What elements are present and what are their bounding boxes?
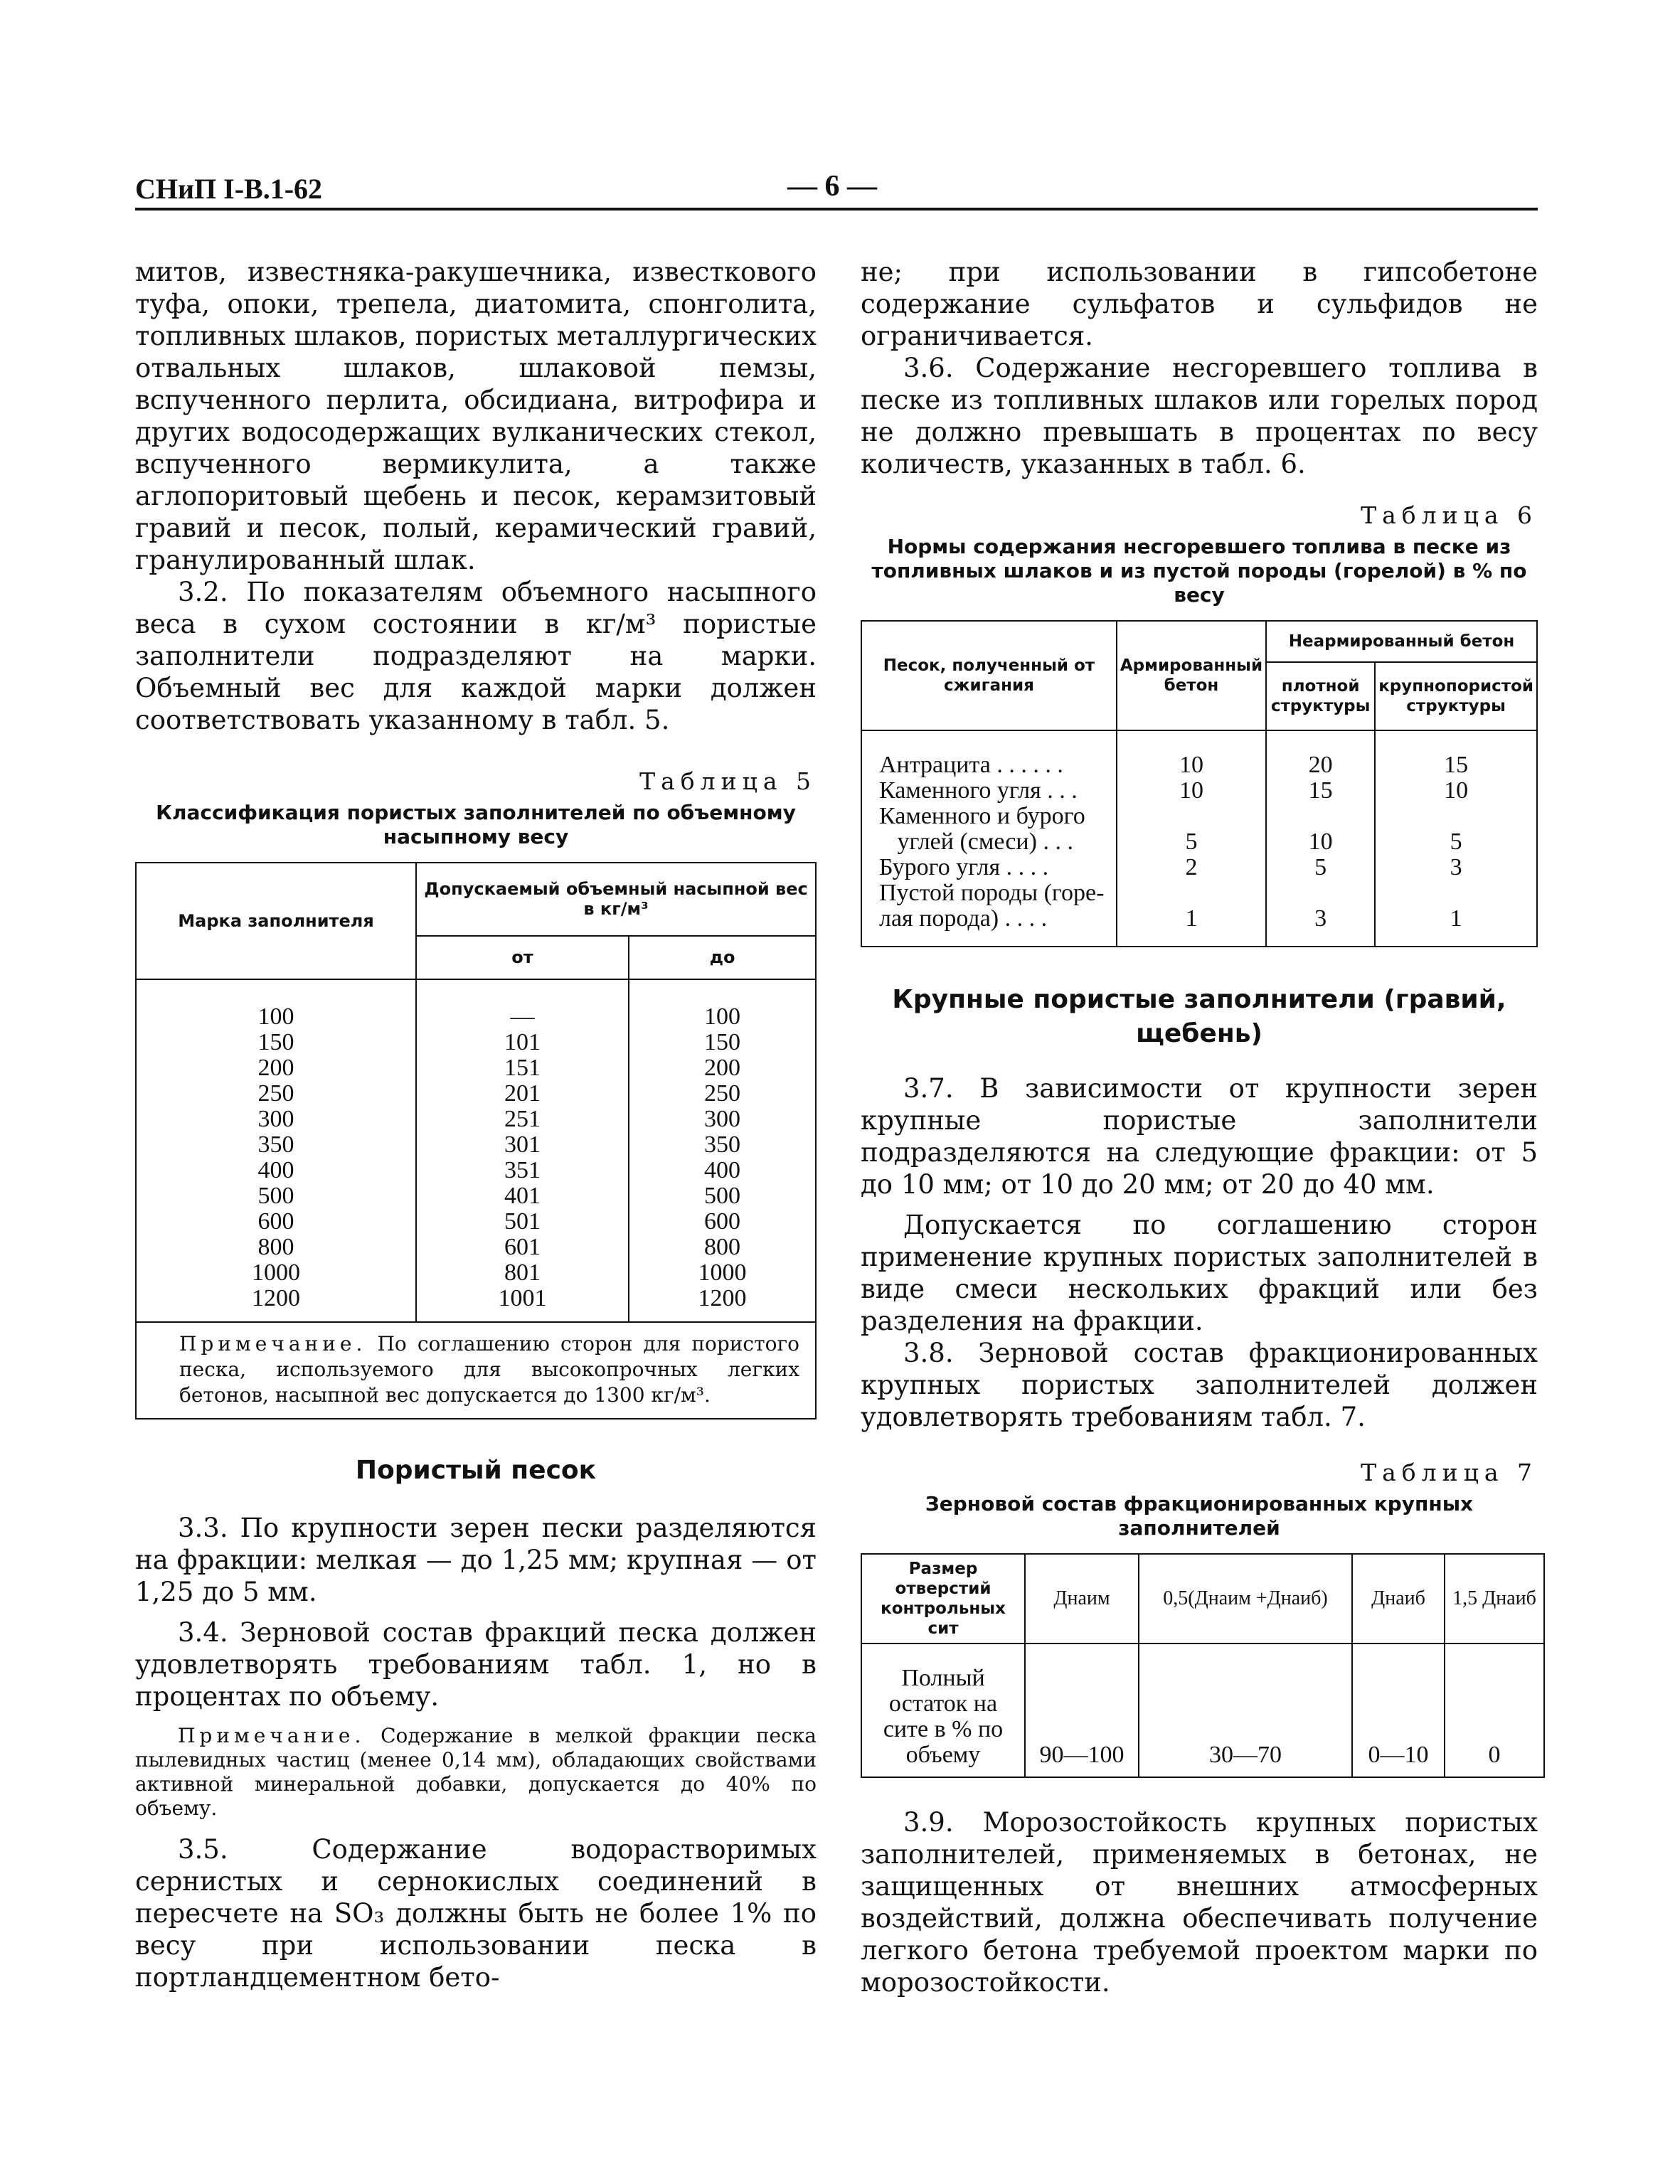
table-6-row-name: Каменного угля . . .: [861, 778, 1117, 804]
table-6-header-dense: плотной структуры: [1266, 662, 1375, 730]
page-header: [135, 165, 1538, 211]
table-7-row-label: Полный остаток на сите в % по объему: [861, 1644, 1025, 1777]
left-column: [135, 256, 817, 1993]
table-6-row-name: Каменного и бурого углей (смеси) . . .: [861, 804, 1117, 855]
paragraph-3-7: 3.7. В зависимости от крупности зерен крупные пористые заполнители подразделяются на следующие фракции: от 5 до 10 мм; от 10 до 20 мм; от 20 до 40 мм.: [861, 1073, 1538, 1200]
table-7: [861, 1553, 1545, 1778]
table-5-note-label: Примечание.: [179, 1332, 367, 1355]
table-7-cell: 30—70: [1139, 1644, 1352, 1777]
table-7-header-dmax: Днаиб: [1352, 1554, 1445, 1644]
paragraph-3-9: 3.9. Морозостойкость крупных пористых заполнителей, применяемых в бетонах, не защищенных от внешних атмосферных воздействий, должна обеспечивать получение легкого бетона требуемой проектом марки по морозостойкости.: [861, 1807, 1538, 1998]
table-7-caption: Таблица 7: [1361, 1459, 1538, 1486]
table-5-marks: 100 150 200 250 300 350 400 500 600 800 1000 1200: [136, 979, 416, 1322]
table-6-header-reinforced: Армированный бетон: [1117, 621, 1266, 730]
paragraph-continued: митов, известняка-ракушечника, известкового туфа, опоки, трепела, диатомита, спонголита, топливных шлаков, пористых металлургических отвальных шлаков, шлаковой пемзы, вспученного перлита, обсидиана, витрофира и других водосодержащих вулканических стекол, вспученного вермикулита, а также аглопоритовый щебень и песок, керамзитовый гравий и песок, полый, керамический гравий, гранулированный шлак.: [135, 257, 817, 575]
page-number: — 6 —: [787, 170, 877, 203]
table-6-cell: 2: [1117, 855, 1266, 880]
table-6-row-name: Бурого угля . . . .: [861, 855, 1117, 880]
table-7-cell: 90—100: [1025, 1644, 1139, 1777]
table-6-cell: 3: [1375, 855, 1537, 880]
table-5-caption: Таблица 5: [639, 767, 817, 795]
paragraph-3-7-cont: Допускается по соглашению сторон применение крупных пористых заполнителей в виде смеси нескольких фракций или без разделения на фракции.: [861, 1210, 1538, 1336]
table-6-cell: 5: [1266, 855, 1375, 880]
table-5-header-from: от: [416, 936, 629, 980]
table-7-header-d15: 1,5 Днаиб: [1445, 1554, 1544, 1644]
table-6-cell: 5: [1375, 804, 1537, 855]
table-5-title: Классификация пористых заполнителей по объемному насыпному весу: [156, 801, 796, 848]
table-row: [861, 855, 1537, 880]
table-7-header-dmid: 0,5(Днаим +Днаиб): [1139, 1554, 1352, 1644]
table-7-cell: 0—10: [1352, 1644, 1445, 1777]
table-5-header-group: Допускаемый объемный насыпной вес в кг/м³: [416, 863, 816, 936]
paragraph-3-6: 3.6. Содержание несгоревшего топлива в песке из топливных шлаков или горелых пород не должно превышать в процентах по весу количеств, указанных в табл. 6.: [861, 353, 1538, 479]
note-sand-text: Содержание в мелкой фракции песка пылевидных частиц (менее 0,14 мм), обладающих свойствами активной минеральной добавки, допускается до 40% по объему.: [135, 1724, 817, 1820]
table-6-row-name: Пустой породы (горе- лая порода) . . . .: [861, 880, 1117, 947]
note-sand-label: Примечание.: [178, 1724, 366, 1747]
table-6-row-name: Антрацита . . . . . .: [861, 730, 1117, 778]
table-7-cell: 0: [1445, 1644, 1544, 1777]
paragraph-3-5: 3.5. Содержание водорастворимых сернистых и сернокислых соединений в пересчете на SO₃ должны быть не более 1% по весу при использовании песка в портландцементном бето-: [135, 1834, 817, 1993]
table-6-header-coarse: крупнопористой структуры: [1375, 662, 1537, 730]
table-6-cell: 10: [1375, 778, 1537, 804]
table-row: [861, 730, 1537, 778]
table-6-cell: 10: [1117, 730, 1266, 778]
section-heading-porous-sand: Пористый песок: [355, 1456, 597, 1485]
table-6-cell: 15: [1266, 778, 1375, 804]
paragraph-3-2: 3.2. По показателям объемного насыпного веса в сухом состоянии в кг/м³ пористые заполнители подразделяют на марки. Объемный вес для каждой марки должен соответствовать указанному в табл. 5.: [135, 577, 817, 735]
section-heading-coarse-aggregates: Крупные пористые заполнители (гравий, щебень): [892, 985, 1506, 1048]
table-6-header-sand: Песок, полученный от сжигания: [861, 621, 1117, 730]
table-5-header-to: до: [629, 936, 816, 980]
table-6-cell: 20: [1266, 730, 1375, 778]
table-6-cell: 3: [1266, 880, 1375, 947]
paragraph-3-3: 3.3. По крупности зерен пески разделяются на фракции: мелкая — до 1,25 мм; крупная — от 1,25 до 5 мм.: [135, 1513, 817, 1607]
table-7-title: Зерновой состав фракционированных крупных заполнителей: [925, 1492, 1474, 1540]
table-6-cell: 10: [1266, 804, 1375, 855]
table-row: [861, 778, 1537, 804]
table-6-cell: 5: [1117, 804, 1266, 855]
table-6-header-unreinforced: Неармированный бетон: [1266, 621, 1537, 662]
table-5-note: [136, 1322, 816, 1419]
note-sand: [135, 1724, 817, 1821]
table-6-cell: 1: [1375, 880, 1537, 947]
table-6-cell: 15: [1375, 730, 1537, 778]
table-7-header-dmin: Днаим: [1025, 1554, 1139, 1644]
paragraph-3-4: 3.4. Зерновой состав фракций песка должен удовлетворять требованиям табл. 1, но в процентах по объему.: [135, 1617, 817, 1712]
table-7-header-sieve: Размер отверстий контрольных сит: [861, 1554, 1025, 1644]
table-6-cell: 10: [1117, 778, 1266, 804]
table-5-header-mark: Марка заполнителя: [136, 863, 416, 979]
document-code: СНиП I-В.1-62: [135, 173, 323, 205]
table-5-from-values: — 101 151 201 251 301 351 401 501 601 801 1001: [416, 979, 629, 1322]
table-row: [861, 1644, 1544, 1777]
table-5: [135, 862, 817, 1419]
table-6-cell: 1: [1117, 880, 1266, 947]
table-5-to-values: 100 150 200 250 300 350 400 500 600 800 1000 1200: [629, 979, 816, 1322]
table-row: [861, 880, 1537, 947]
right-column: [861, 256, 1538, 1998]
table-5-note-text: По соглашению сторон для пористого песка, используемого для высокопрочных легких бетонов, насыпной вес допускается до 1300 кг/м³.: [179, 1332, 799, 1407]
table-6-caption: Таблица 6: [1361, 501, 1538, 529]
paragraph-3-8: 3.8. Зерновой состав фракционированных крупных пористых заполнителей должен удовлетворять требованиям табл. 7.: [861, 1338, 1538, 1432]
paragraph-continued-right: не; при использовании в гипсобетоне содержание сульфатов и сульфидов не ограничивается.: [861, 257, 1538, 351]
table-6-title: Нормы содержания несгоревшего топлива в песке из топливных шлаков и из пустой породы (горелой) в % по весу: [871, 535, 1527, 607]
table-row: [861, 804, 1537, 855]
table-6: [861, 620, 1538, 947]
